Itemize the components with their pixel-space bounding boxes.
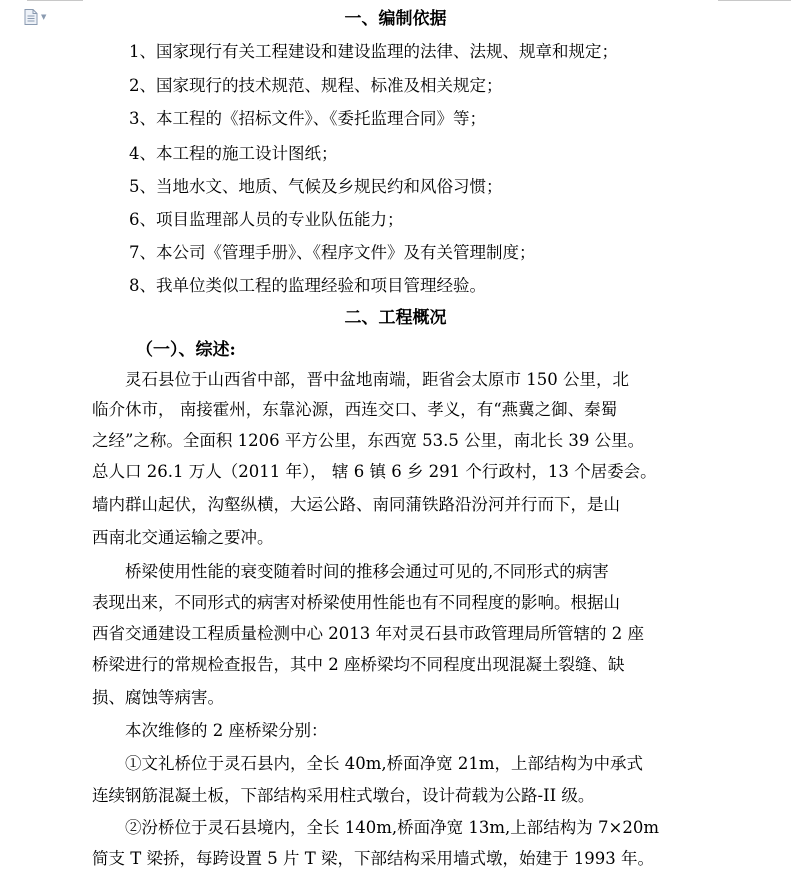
basis-item: 1、国家现行有关工程建设和建设监理的法律、法规、规章和规定； (129, 42, 618, 61)
paragraph-line: 损、腐蚀等病害。 (92, 688, 224, 707)
paragraph-line: 桥梁使用性能的衰变随着时间的推移会通过可见的,不同形式的病害 (125, 562, 609, 581)
basis-item: 5、当地水文、地质、气候及乡规民约和风俗习惯； (129, 177, 503, 196)
paragraph-line: 西南北交通运输之要冲。 (92, 528, 274, 547)
paragraph-line: 本次维修的 2 座桥梁分别： (125, 721, 328, 740)
paragraph-line: 之经”之称。全面积 1206 平方公里，东西宽 53.5 公里，南北长 39 公里。 (92, 431, 645, 450)
paragraph-line: 桥梁进行的常规检查报告，其中 2 座桥梁均不同程度出现混凝土裂缝、缺 (92, 655, 625, 674)
section-title-overview: 二、工程概况 (344, 308, 447, 328)
basis-item: 3、本工程的《招标文件》、《委托监理合同》等； (129, 109, 486, 128)
paragraph-line: ①文礼桥位于灵石县内，全长 40m,桥面净宽 21m，上部结构为中承式 (125, 754, 644, 773)
paragraph-line: 西省交通建设工程质量检测中心 2013 年对灵石县市政管理局所管辖的 2 座 (92, 624, 644, 643)
chevron-down-icon: ▼ (41, 13, 47, 21)
section-title-basis: 一、编制依据 (344, 9, 447, 29)
basis-item: 2、国家现行的技术规范、规程、标准及相关规定； (129, 76, 503, 95)
paragraph-line: 表现出来，不同形式的病害对桥梁使用性能也有不同程度的影响。根据山 (92, 593, 620, 612)
basis-item: 7、本公司《管理手册》、《程序文件》及有关管理制度； (129, 243, 536, 262)
paragraph-line: 墙内群山起伏，沟壑纵横，大运公路、南同蒲铁路沿汾河并行而下，是山 (92, 495, 620, 514)
paragraph-line: ②汾桥位于灵石县境内，全长 140m,桥面净宽 13m,上部结构为 7×20m (125, 818, 659, 837)
page-corner-mark-left (27, 0, 83, 2)
basis-item: 8、我单位类似工程的监理经验和项目管理经验。 (129, 276, 486, 295)
subsection-title-summary: （一）、综述: (136, 340, 236, 360)
basis-item: 4、本工程的施工设计图纸； (129, 144, 338, 163)
basis-item: 6、项目监理部人员的专业队伍能力； (129, 210, 404, 229)
page-corner-mark-right (718, 0, 791, 2)
paragraph-line: 简支 T 梁挢，每跨设置 5 片 T 梁，下部结构采用墙式墩，始建于 1993 年。 (92, 849, 654, 868)
paragraph-line: 连续钢筋混凝土板，下部结构采用柱式墩台，设计荷载为公路-II 级。 (92, 786, 595, 805)
paragraph-line: 灵石县位于山西省中部，晋中盆地南端，距省会太原市 150 公里，北 (125, 370, 629, 389)
paragraph-line: 总人口 26.1 万人（2011 年）， 辖 6 镇 6 乡 291 个行政村，13 个居委会。 (92, 462, 657, 481)
paragraph-line: 临介休市， 南接霍州，东靠沁源，西连交口、孝义，有“燕冀之御、秦蜀 (92, 400, 618, 419)
